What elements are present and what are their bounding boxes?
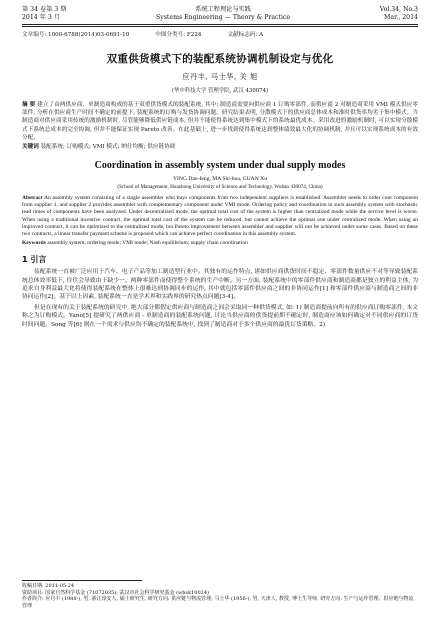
footnote-author-bio: 作者简介: 应丹丰 (1988-), 男, 浙江淳安人, 硕士研究生, 研究方向: 供应链与物流管理; 马士华 (1956-), 男, 天津人, 教授, 博士生导师, 研究方向: 生产与运作管理、供应链与物流管理 bbox=[22, 596, 414, 609]
header-right bbox=[380, 6, 418, 22]
abstract-cn-label: 摘 要 bbox=[22, 102, 36, 108]
header-rule-thick bbox=[22, 24, 418, 25]
header-left bbox=[22, 6, 66, 22]
affiliation-cn: (华中科技大学 管理学院, 武汉 430074) bbox=[171, 88, 269, 94]
footnote-rule bbox=[22, 580, 142, 581]
header-rule-thin bbox=[22, 26, 418, 27]
keywords-en-label: Keywords bbox=[22, 240, 46, 247]
authors-cn: 应丹丰, 马士华, 关 旭 bbox=[182, 72, 258, 81]
keywords-en-text: assembly system; ordering mode; VMI mode; Nash equilibrium; supply chain coordination bbox=[47, 240, 248, 247]
article-meta bbox=[22, 30, 418, 38]
abstract-cn-text: 建立了由两供应商、单制造商构成的基于双重供货模式的装配系统, 其中: 制造商需要向供应商 1 订购零部件, 而供应商 2 对制造商采用 VMI 模式供应零部件, 分析在供应商生产时间不确定的前提下, 装配系统的订购与发货协调问题。研究结果表明, 分散模式下的供应商总体成本和准时供货率均劣于集中模式。当制造商对供应商采用传统的激励机制时, 尽管能够降低供应链成本, 但并不能使得系统达到集中模式下的系统最优成本。采用改进的激励机制时, 可以实现分散模式下系统总成本的完全协调, 但并不能保证实现 Pareto 改善。在此基础上, 进一步找到使得系统达到整体绩效最大化的协调机制, 并且可以实现系统成本的有效分配。 bbox=[22, 102, 419, 141]
article-number: 文章编号: 1000-6788(2014)03-0691-10 bbox=[22, 32, 130, 38]
section-1-paragraph-1: 装配系统一直被广泛应用于汽车、电子产品等加工制造型行业中。其独有的运作特点, 诸如供应商供货时间不稳定、零部件数量供应不对等导致装配系统总体效率低下, 往往会导致由于缺少一、两种零部件而使得整个系统的生产中断。另一方面, 装配系统中的零部件供应商和制造商都是独立的利益主体, 为追求自身利益最大化将使得装配系统在整体上很难达到协调同步的运作, 其中就包括零部件供应商之间的非协同运作[1] 和零部件供应商与制造商之间的非协同运作[2]。基于以上因素, 装配系统一直是学术界和实践界的研究热点问题[3-4]。 bbox=[22, 269, 418, 301]
journal-name-en: Systems Engineering — Theory & Practice bbox=[156, 14, 291, 21]
section-1-heading: 1 引言 bbox=[22, 255, 47, 265]
volume-issue-en: Vol.34, No.3 bbox=[379, 6, 418, 13]
title-en: Coordination in assembly system under dual supply modes bbox=[94, 160, 346, 172]
keywords-cn bbox=[22, 143, 418, 151]
keywords-cn-text: 装配系统; 订购模式; VMI 模式; 纳什均衡; 供应链协调 bbox=[40, 144, 176, 151]
title-cn: 双重供货模式下的装配系统协调机制设定与优化 bbox=[106, 53, 334, 65]
keywords-en bbox=[22, 240, 418, 247]
date-en: Mar., 2014 bbox=[384, 14, 418, 21]
abstract-cn bbox=[22, 101, 418, 142]
authors-en: YING Dan-feng, MA Shi-hua, GUAN Xu bbox=[173, 176, 267, 183]
abstract-en-label: Abstract bbox=[22, 195, 43, 202]
section-1-paragraph-2: 但是在现有的关于装配系统的研究中, 绝大部分都假定供应商与制造商之间会采取同一种供货模式, 如: 1) 制造商提前向所有的供应商订购零部件, 本文称之为订购模式。Yano[5] 提研究了两供应商 - 单制造商的装配系统问题, 讨论当供应商的供货提前期不确定时, 制造商应该如何确定对不同供应商的订货时间问题。Song 等[6] 则在一个需求与供应均不确定的装配系统中, 找到了制造商对于多个供应商的最优订货策略。2) bbox=[22, 305, 418, 328]
abstract-en-text: An assembly system consisting of a single assembler who buys components from two independent suppliers is established. Assembler needs to order core component from supplier 1, and supplier 2 provides assembler with complementary component under VMI mode. Ordering policy and coordination in such assembly system with stochastic lead times of components have been analyzed. Under decentralized mode, the optimal total cost of the system is higher than centralized mode while the service level is worse. When using a traditional incentive contract, the optimal total cost of the system can be reduced, but cannot achieve the optimal one under centralized mode. When using an improved contract, it can be optimized to the centralized mode, but Pareto improvement between assembler and supplier will not be achieved under some cases. Based on these two contracts, a linear transfer payment scheme is proposed which can achieve perfect coordination in this assembly system. bbox=[22, 195, 418, 238]
document-code: 文献标志码: A bbox=[227, 32, 264, 38]
journal-name-cn: 系统工程理论与实践 bbox=[195, 6, 251, 13]
footnote-funding: 资助项目: 国家自然科学基金 (71072035); 武汉市社会科学研究基金 (whsk10024) bbox=[22, 589, 209, 596]
footnotes bbox=[22, 583, 418, 609]
keywords-cn-label: 关键词 bbox=[22, 144, 39, 151]
clc-number: 中图分类号: F224 bbox=[155, 32, 202, 38]
running-header bbox=[22, 6, 418, 22]
affiliation-en: (School of Management, Huazhong University of Science and Technology, Wuhan 430074, China) bbox=[117, 184, 323, 191]
abstract-en bbox=[22, 195, 418, 238]
volume-issue-cn: 第 34 卷第 3 期 bbox=[22, 6, 67, 13]
header-center bbox=[156, 6, 290, 22]
date-cn: 2014 年 3 月 bbox=[22, 14, 60, 21]
footnote-received: 收稿日期: 2011-05-24 bbox=[22, 583, 75, 589]
